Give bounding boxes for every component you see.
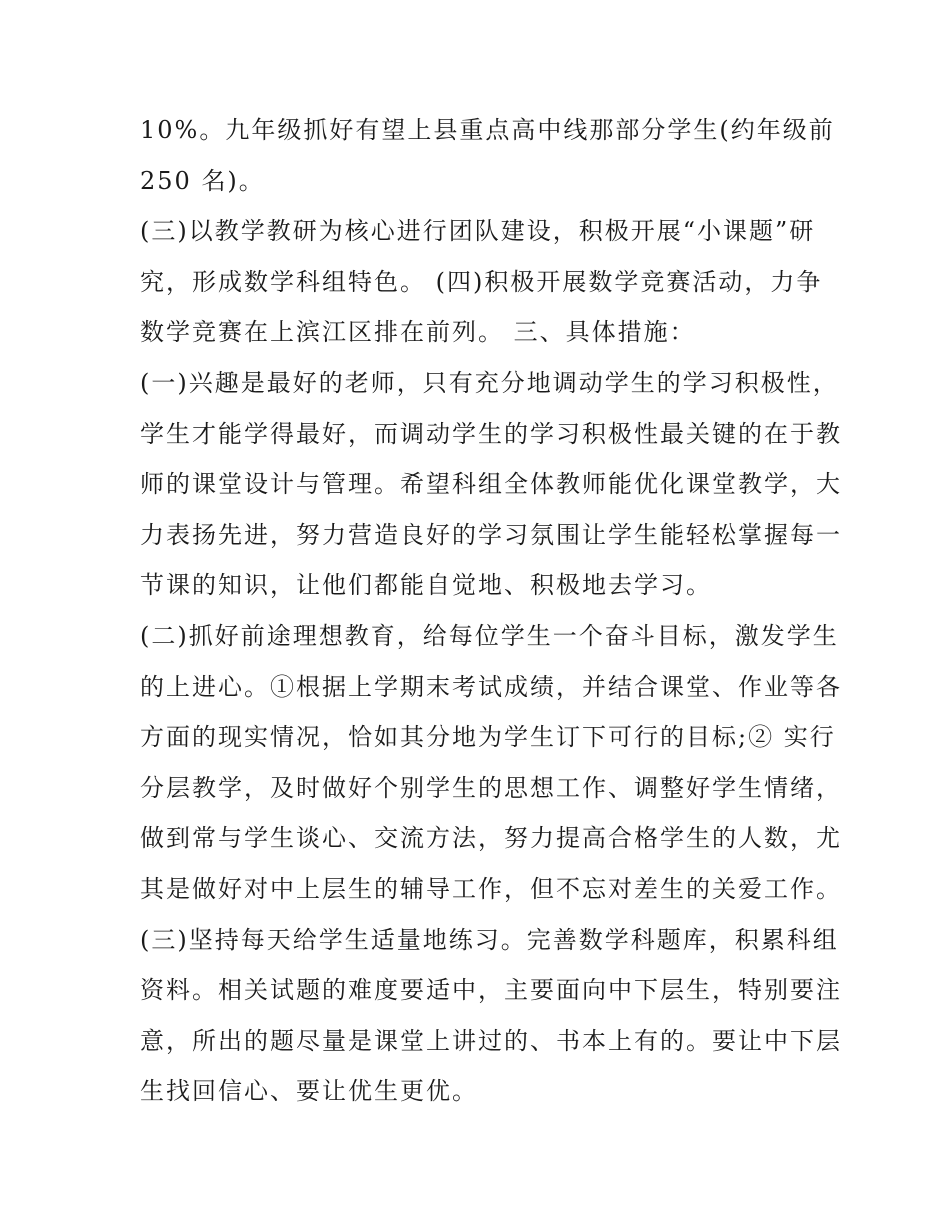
text-line: 生找回信心、要让优生更优。 [140,1077,478,1106]
text-line: 究，形成数学科组特色。 (四)积极开展数学竞赛活动，力争 [140,267,823,296]
text-line: 师的课堂设计与管理。希望科组全体教师能优化课堂教学，大 [140,470,842,499]
text-line: 力表扬先进，努力营造良好的学习氛围让学生能轻松掌握每一 [140,520,842,549]
text-line: 做到常与学生谈心、交流方法，努力提高合格学生的人数，尤 [140,824,842,853]
text-line: (三)坚持每天给学生适量地练习。完善数学科题库，积累科组 [140,925,839,954]
text-line: 节课的知识，让他们都能自觉地、积极地去学习。 [140,571,712,600]
document-body [140,105,842,1117]
text-line: (三)以教学教研为核心进行团队建设，积极开展“小课题”研 [140,217,816,246]
text-line: (一)兴趣是最好的老师，只有充分地调动学生的学习积极性， [140,368,839,397]
text-line: 10%。九年级抓好有望上县重点高中线那部分学生(约年级前 [140,116,835,144]
text-line: 的上进心。①根据上学期末考试成绩，并结合课堂、作业等各 [140,672,842,701]
text-line: 意，所出的题尽量是课堂上讲过的、书本上有的。要让中下层 [140,1026,842,1055]
text-line: 数学竞赛在上滨江区排在前列。 三、具体措施： [140,318,696,347]
text-line: (二)抓好前途理想教育，给每位学生一个奋斗目标，激发学生 [140,621,839,650]
text-line: 学生才能学得最好，而调动学生的学习积极性最关键的在于教 [140,419,842,448]
text-line: 其是做好对中上层生的辅导工作，但不忘对差生的关爱工作。 [140,874,842,903]
text-line: 资料。相关试题的难度要适中，主要面向中下层生，特别要注 [140,976,842,1005]
text-line: 分层教学，及时做好个别学生的思想工作、调整好学生情绪， [140,773,842,802]
text-line: 250 名)。 [140,166,265,195]
text-line: 方面的现实情况，恰如其分地为学生订下可行的目标;② 实行 [140,723,836,752]
